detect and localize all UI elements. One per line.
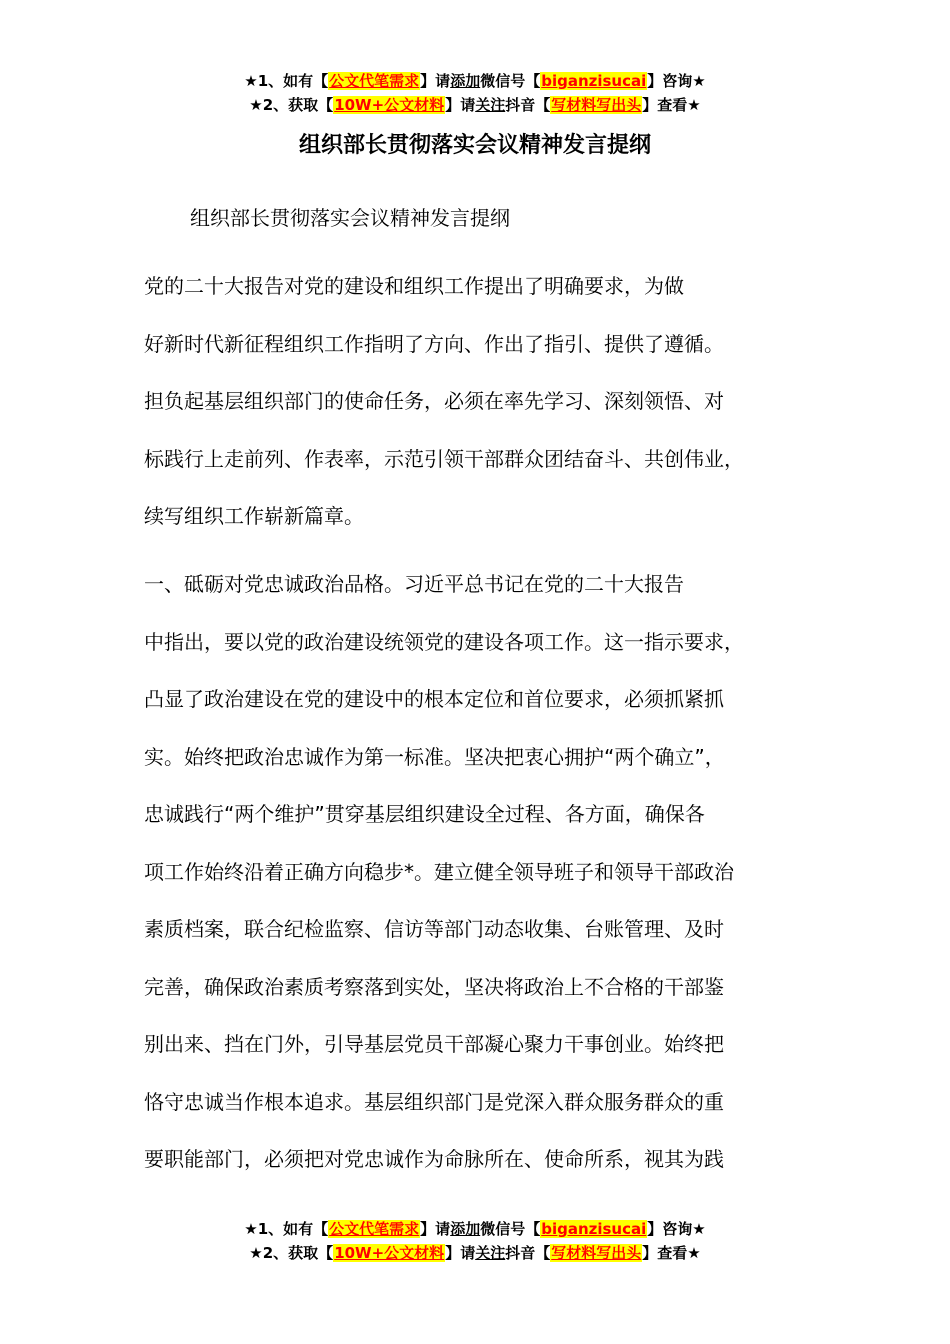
- banner-text: 】咨询★: [647, 72, 706, 90]
- text-line: 担负起基层组织部门的使命任务，必须在率先学习、深刻领悟、对: [144, 389, 724, 413]
- banner-text: 】查看★: [642, 96, 701, 114]
- text-line: 完善，确保政治素质考察落到实处，坚决将政治上不合格的干部鉴: [144, 974, 724, 999]
- banner-line-1: [0, 1217, 950, 1241]
- banner-text: 抖音【: [505, 96, 551, 114]
- banner-underline: 关注: [475, 96, 506, 114]
- banner-underline: 关注: [475, 1244, 506, 1262]
- text-line: 凸显了政治建设在党的建设中的根本定位和首位要求，必须抓紧抓: [144, 687, 724, 711]
- banner-underline: 添加: [450, 72, 481, 90]
- banner-text: 】请: [420, 72, 451, 90]
- banner-underline: 添加: [450, 1220, 481, 1238]
- banner-highlight: 写材料写出头: [551, 1244, 642, 1262]
- banner-text: ★2、获取【: [249, 96, 334, 114]
- banner-line-1: [0, 69, 950, 93]
- banner-highlight: 公文代笔需求: [329, 1220, 420, 1238]
- banner-text: ★1、如有【: [244, 1220, 329, 1238]
- banner-highlight: 10W+公文材料: [334, 96, 445, 114]
- text-line: 党的二十大报告对党的建设和组织工作提出了明确要求，为做: [144, 274, 684, 298]
- banner-text: 】查看★: [642, 1244, 701, 1262]
- banner-highlight: 写材料写出头: [551, 96, 642, 114]
- banner-text: 】请: [445, 1244, 476, 1262]
- banner-highlight: biganzisucai: [541, 1220, 647, 1238]
- banner-highlight: biganzisucai: [541, 72, 647, 90]
- banner-text: 】咨询★: [647, 1220, 706, 1238]
- text-line: 素质档案，联合纪检监察、信访等部门动态收集、台账管理、及时: [144, 917, 724, 941]
- text-line: 一、砥砺对党忠诚政治品格。习近平总书记在党的二十大报告: [144, 572, 684, 596]
- text-line: 好新时代新征程组织工作指明了方向、作出了指引、提供了遵循。: [144, 331, 724, 356]
- banner-text: 】请: [420, 1220, 451, 1238]
- banner-text: ★1、如有【: [244, 72, 329, 90]
- banner-line-2: [0, 1241, 950, 1265]
- document-subtitle: 组织部长贯彻落实会议精神发言提纲: [190, 206, 510, 230]
- banner-text: 微信号【: [480, 1220, 541, 1238]
- banner-text: 微信号【: [480, 72, 541, 90]
- text-line: 续写组织工作崭新篇章。: [144, 504, 364, 528]
- paragraph-section-1: [144, 556, 834, 1189]
- banner-highlight: 10W+公文材料: [334, 1244, 445, 1262]
- text-line: 忠诚践行“两个维护”贯穿基层组织建设全过程、各方面，确保各: [144, 802, 705, 826]
- text-line: 标践行上走前列、作表率，示范引领干部群众团结奋斗、共创伟业，: [144, 446, 744, 471]
- bottom-banner: [0, 1217, 950, 1265]
- banner-text: ★2、获取【: [249, 1244, 334, 1262]
- paragraph-intro: [144, 258, 834, 546]
- text-line: 恪守忠诚当作根本追求。基层组织部门是党深入群众服务群众的重: [144, 1089, 724, 1114]
- banner-text: 】请: [445, 96, 476, 114]
- text-line: 别出来、挡在门外，引导基层党员干部凝心聚力干事创业。始终把: [144, 1032, 724, 1056]
- top-banner: [0, 69, 950, 117]
- banner-line-2: [0, 93, 950, 117]
- text-line: 中指出，要以党的政治建设统领党的建设各项工作。这一指示要求，: [144, 629, 744, 654]
- banner-highlight: 公文代笔需求: [329, 72, 420, 90]
- banner-text: 抖音【: [505, 1244, 551, 1262]
- text-line: 要职能部门，必须把对党忠诚作为命脉所在、使命所系，视其为践: [144, 1147, 724, 1171]
- document-title: 组织部长贯彻落实会议精神发言提纲: [298, 133, 651, 158]
- text-line: 项工作始终沿着正确方向稳步*。建立健全领导班子和领导干部政治: [144, 859, 734, 884]
- text-line: 实。始终把政治忠诚作为第一标准。坚决把衷心拥护“两个确立”，: [144, 744, 725, 769]
